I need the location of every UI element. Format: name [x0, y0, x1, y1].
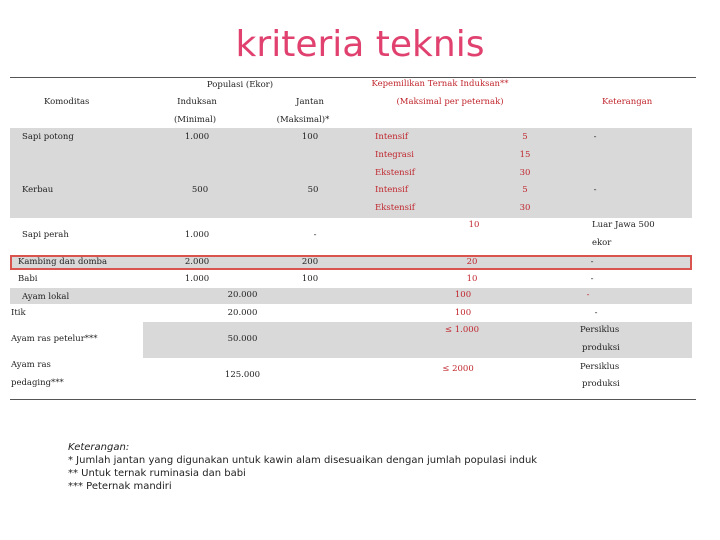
- header-maksimal-per-peternak: (Maksimal per peternak): [396, 97, 504, 107]
- keterangan-ayam-petelur-1: Persiklus: [580, 325, 620, 335]
- kepemilikan-sapi-perah: 10: [468, 220, 480, 230]
- populasi-ayam-petelur: 50.000: [227, 334, 258, 344]
- induksan-babi: 1.000: [184, 274, 210, 284]
- note-1: * Jumlah jantan yang digunakan untuk kawin alam disesuaikan dengan jumlah populasi induk: [68, 455, 538, 466]
- jantan-sapi-perah: -: [313, 230, 317, 240]
- system-label: Integrasi: [375, 150, 414, 160]
- system-value: 5: [522, 132, 528, 142]
- keterangan-babi: -: [590, 274, 594, 284]
- header-induksan: Induksan: [177, 97, 217, 107]
- keterangan-sapi-perah-2: ekor: [592, 238, 612, 248]
- system-value: 30: [519, 168, 531, 178]
- keterangan-sapi-perah-1: Luar Jawa 500: [592, 220, 655, 230]
- header-jantan: Jantan: [296, 97, 324, 107]
- system-value: 5: [522, 185, 528, 195]
- jantan-kambing: 200: [301, 257, 319, 267]
- komoditas-itik: Itik: [11, 308, 26, 318]
- populasi-ayam-lokal: 20.000: [227, 290, 258, 300]
- slide-title: kriteria teknis: [235, 24, 485, 65]
- highlight-box-kambing: [10, 255, 692, 270]
- notes-label: Keterangan:: [68, 442, 130, 453]
- komoditas-ayam-lokal: Ayam lokal: [22, 292, 70, 302]
- komoditas-ayam-pedaging-1: Ayam ras: [11, 360, 51, 370]
- komoditas-ayam-pedaging-2: pedaging***: [11, 378, 64, 388]
- komoditas-ayam-petelur: Ayam ras petelur***: [11, 334, 98, 344]
- induksan-kambing: 2.000: [184, 257, 210, 267]
- populasi-itik: 20.000: [227, 308, 258, 318]
- system-value: 30: [519, 203, 531, 213]
- kepemilikan-kambing: 20: [466, 257, 478, 267]
- komoditas-kambing: Kambing dan domba: [18, 257, 108, 267]
- komoditas-sapi-potong: Sapi potong: [22, 132, 74, 142]
- induksan-sapi-perah: 1.000: [184, 230, 210, 240]
- kepemilikan-babi: 10: [466, 274, 478, 284]
- keterangan-ayam-lokal: -: [586, 290, 590, 300]
- keterangan-kambing: -: [590, 257, 594, 267]
- header-maksimal: (Maksimal)*: [276, 115, 330, 125]
- keterangan-ayam-pedaging-2: produksi: [582, 379, 620, 389]
- kepemilikan-ayam-lokal: 100: [454, 290, 472, 300]
- jantan-babi: 100: [301, 274, 319, 284]
- jantan-sapi-potong: 100: [301, 132, 319, 142]
- komoditas-kerbau: Kerbau: [22, 185, 54, 195]
- keterangan-sapi-potong: -: [593, 132, 597, 142]
- populasi-ayam-pedaging: 125.000: [224, 370, 261, 380]
- header-populasi: Populasi (Ekor): [206, 80, 274, 90]
- jantan-kerbau: 50: [307, 185, 319, 195]
- kepemilikan-ayam-pedaging: ≤ 2000: [442, 364, 474, 374]
- keterangan-ayam-pedaging-1: Persiklus: [580, 362, 620, 372]
- header-minimal: (Minimal): [173, 115, 217, 125]
- system-value: 15: [519, 150, 531, 160]
- table-top-rule: [10, 77, 696, 78]
- system-label: Ekstensif: [375, 203, 415, 213]
- header-keterangan: Keterangan: [602, 97, 653, 107]
- system-label: Intensif: [375, 185, 408, 195]
- induksan-sapi-potong: 1.000: [184, 132, 210, 142]
- keterangan-itik: -: [594, 308, 598, 318]
- note-3: *** Peternak mandiri: [68, 481, 172, 492]
- notes: [68, 441, 537, 493]
- kepemilikan-ayam-petelur: ≤ 1.000: [444, 325, 480, 335]
- system-label: Ekstensif: [375, 168, 415, 178]
- komoditas-babi: Babi: [18, 274, 38, 284]
- kepemilikan-itik: 100: [454, 308, 472, 318]
- keterangan-kerbau: -: [593, 185, 597, 195]
- keterangan-ayam-petelur-2: produksi: [582, 343, 620, 353]
- table-bottom-rule: [10, 399, 696, 400]
- note-2: ** Untuk ternak ruminasia dan babi: [68, 468, 246, 479]
- komoditas-sapi-perah: Sapi perah: [22, 230, 69, 240]
- header-kepemilikan: Kepemilikan Ternak Induksan**: [371, 79, 509, 89]
- header-komoditas: Komoditas: [44, 97, 90, 107]
- induksan-kerbau: 500: [191, 185, 209, 195]
- system-label: Intensif: [375, 132, 408, 142]
